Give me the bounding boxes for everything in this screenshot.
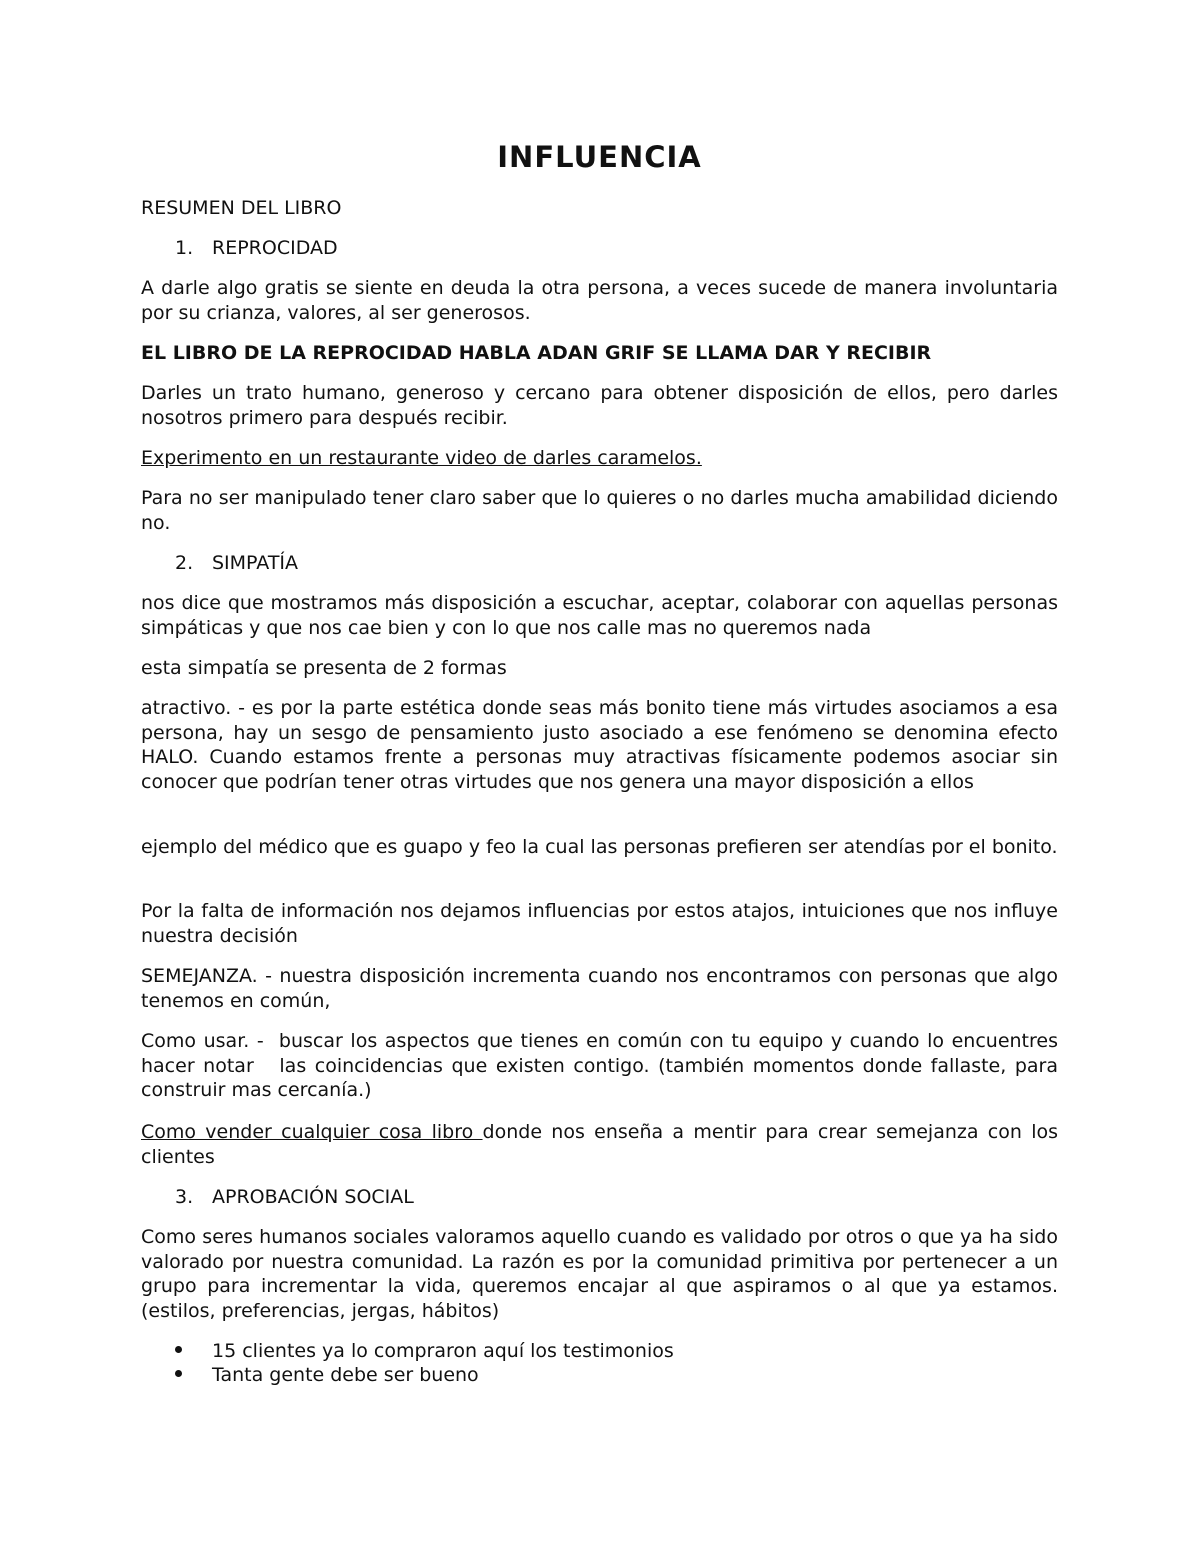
list-item-text: Tanta gente debe ser bueno xyxy=(212,1364,479,1386)
section-number: 3. xyxy=(175,1186,194,1208)
document-title: INFLUENCIA xyxy=(497,140,702,174)
paragraph: esta simpatía se presenta de 2 formas xyxy=(141,657,507,679)
list-item xyxy=(175,1339,674,1363)
paragraph: A darle algo gratis se siente en deuda la otra persona, a veces sucede de manera involuntaria por su crianza, valores, al ser generosos. xyxy=(141,277,1058,324)
section-heading-reprocidad xyxy=(175,236,338,261)
document-subtitle: RESUMEN DEL LIBRO xyxy=(141,197,342,219)
section-heading-label: SIMPATÍA xyxy=(212,552,299,574)
paragraph: ejemplo del médico que es guapo y feo la cual las personas prefieren ser atendías por el bonito. xyxy=(141,836,1058,858)
book-title: Como vender cualquier cosa libro xyxy=(141,1121,483,1143)
section-heading-label: REPROCIDAD xyxy=(212,237,338,259)
paragraph: atractivo. - es por la parte estética donde seas más bonito tiene más virtudes asociamos a esa persona, hay un sesgo de pensamiento justo asociado a ese fenómeno se denomina efecto HALO. Cuando estamos frente a personas muy atractivas físicamente podemos asociar sin conocer que podrían tener otras virtudes que nos genera una mayor disposición a ellos xyxy=(141,697,1058,793)
section-heading-aprobacion-social xyxy=(175,1185,414,1210)
underlined-text: Experimento en un restaurante video de darles caramelos. xyxy=(141,447,702,469)
bullet-icon xyxy=(175,1339,212,1363)
bullet-icon xyxy=(175,1363,212,1387)
section-number: 2. xyxy=(175,552,194,574)
paragraph: Por la falta de información nos dejamos influencias por estos atajos, intuiciones que nos influye nuestra decisión xyxy=(141,900,1058,947)
book-description: donde nos enseña a mentir para crear semejanza con los clientes xyxy=(141,1121,1058,1168)
paragraph: nos dice que mostramos más disposición a escuchar, aceptar, colaborar con aquellas personas simpáticas y que nos cae bien y con lo que nos calle mas no queremos nada xyxy=(141,592,1058,639)
paragraph: Como seres humanos sociales valoramos aquello cuando es validado por otros o que ya ha sido valorado por nuestra comunidad. La razón es por la comunidad primitiva por pertenecer a un grupo para incrementar la vida, queremos encajar al que aspiramos o al que ya estamos. (estilos, preferencias, jergas, hábitos) xyxy=(141,1226,1058,1322)
list-item xyxy=(175,1363,479,1387)
list-item-text: 15 clientes ya lo compraron aquí los testimonios xyxy=(212,1340,674,1362)
paragraph: Como usar. - buscar los aspectos que tienes en común con tu equipo y cuando lo encuentres hacer notar las coincidencias que existen contigo. (también momentos donde fallaste, para construir mas cercanía.) xyxy=(141,1030,1065,1101)
paragraph: SEMEJANZA. - nuestra disposición incrementa cuando nos encontramos con personas que algo tenemos en común, xyxy=(141,965,1058,1012)
underlined-note xyxy=(141,446,1058,471)
section-number: 1. xyxy=(175,237,194,259)
bold-statement: EL LIBRO DE LA REPROCIDAD HABLA ADAN GRIF SE LLAMA DAR Y RECIBIR xyxy=(141,342,932,364)
paragraph: Para no ser manipulado tener claro saber que lo quieres o no darles mucha amabilidad diciendo no. xyxy=(141,487,1058,534)
section-heading-simpatia xyxy=(175,551,298,576)
section-heading-label: APROBACIÓN SOCIAL xyxy=(212,1186,414,1208)
book-reference xyxy=(141,1120,1058,1169)
paragraph: Darles un trato humano, generoso y cercano para obtener disposición de ellos, pero darles nosotros primero para después recibir. xyxy=(141,382,1058,429)
